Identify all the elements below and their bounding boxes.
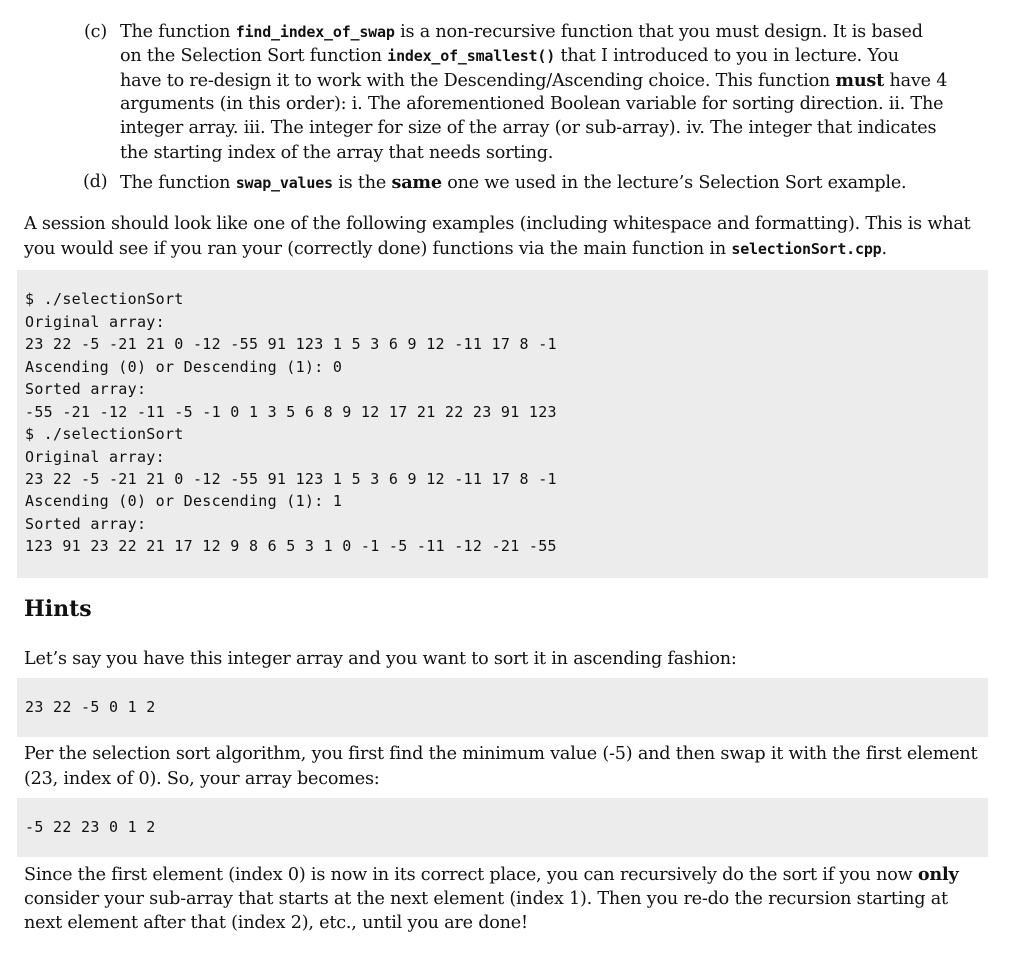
- array-example-1: 23 22 -5 0 1 2: [25, 698, 156, 716]
- array-example-block-1: [17, 678, 988, 737]
- terminal-session-block: [17, 270, 988, 578]
- inline-code-swap-values: swap_values: [235, 174, 333, 192]
- inline-code-selectionsort-cpp: selectionSort.cpp: [731, 240, 882, 258]
- terminal-line: 23 22 -5 -21 21 0 -12 -55 91 123 1 5 3 6 9 12 -11 17 8 -1: [25, 470, 557, 488]
- hints-paragraph-3-line-3: next element after that (index 2), etc., until you are done!: [24, 913, 528, 933]
- terminal-line: 123 91 23 22 21 17 12 9 8 6 5 3 1 0 -1 -5 -11 -12 -21 -55: [25, 537, 557, 555]
- hints-paragraph-2-line-2: (23, index of 0). So, your array becomes:: [24, 769, 380, 789]
- terminal-line: -55 -21 -12 -11 -5 -1 0 1 3 5 6 8 9 12 17 21 22 23 91 123: [25, 403, 557, 421]
- hints-paragraph-3-line-1: Since the first element (index 0) is now in its correct place, you can recursively do the sort if you now only: [24, 864, 959, 885]
- must-emphasis: must: [835, 70, 885, 91]
- session-intro-line-2: you would see if you ran your (correctly done) functions via the main function in selectionSort.cpp.: [24, 239, 887, 259]
- item-d-text: The function swap_values is the same one we used in the lecture’s Selection Sort example.: [120, 172, 907, 193]
- terminal-line: Ascending (0) or Descending (1): 0: [25, 358, 343, 376]
- item-c-line-1: The function find_index_of_swap is a non-recursive function that you must design. It is based: [120, 22, 923, 42]
- item-c-line-2: on the Selection Sort function index_of_smallest() that I introduced to you in lecture. You: [120, 46, 899, 66]
- terminal-line: Original array:: [25, 313, 165, 331]
- terminal-line: $ ./selectionSort: [25, 425, 184, 443]
- terminal-line: $ ./selectionSort: [25, 290, 184, 308]
- same-emphasis: same: [391, 172, 442, 193]
- only-emphasis: only: [917, 864, 959, 885]
- hints-paragraph-1: Let’s say you have this integer array and you want to sort it in ascending fashion:: [24, 649, 737, 669]
- item-c-line-4: arguments (in this order): i. The aforementioned Boolean variable for sorting direction. ii. The: [120, 94, 944, 114]
- hints-paragraph-2-line-1: Per the selection sort algorithm, you first find the minimum value (-5) and then swap it with the first element: [24, 744, 978, 764]
- terminal-line: Sorted array:: [25, 380, 147, 398]
- item-c-line-3: have to re-design it to work with the Descending/Ascending choice. This function must have 4: [120, 70, 948, 91]
- terminal-line: 23 22 -5 -21 21 0 -12 -55 91 123 1 5 3 6 9 12 -11 17 8 -1: [25, 335, 557, 353]
- inline-code-index-of-smallest: index_of_smallest(): [387, 47, 556, 65]
- session-intro-line-1: A session should look like one of the following examples (including whitespace and formatting). This is what: [24, 214, 971, 234]
- inline-code-find-index-of-swap: find_index_of_swap: [235, 23, 395, 41]
- item-d-label: (d): [83, 172, 108, 192]
- array-example-block-2: [17, 798, 988, 857]
- hints-heading: Hints: [24, 596, 92, 622]
- array-example-2: -5 22 23 0 1 2: [25, 818, 156, 836]
- terminal-line: Ascending (0) or Descending (1): 1: [25, 492, 343, 510]
- terminal-line: Original array:: [25, 448, 165, 466]
- item-c-line-6: the starting index of the array that needs sorting.: [120, 143, 554, 163]
- hints-paragraph-3-line-2: consider your sub-array that starts at the next element (index 1). Then you re-do the recursion starting at: [24, 889, 948, 909]
- item-c-label: (c): [84, 22, 107, 42]
- item-c-line-5: integer array. iii. The integer for size of the array (or sub-array). iv. The integer that indicates: [120, 118, 937, 138]
- terminal-line: Sorted array:: [25, 515, 147, 533]
